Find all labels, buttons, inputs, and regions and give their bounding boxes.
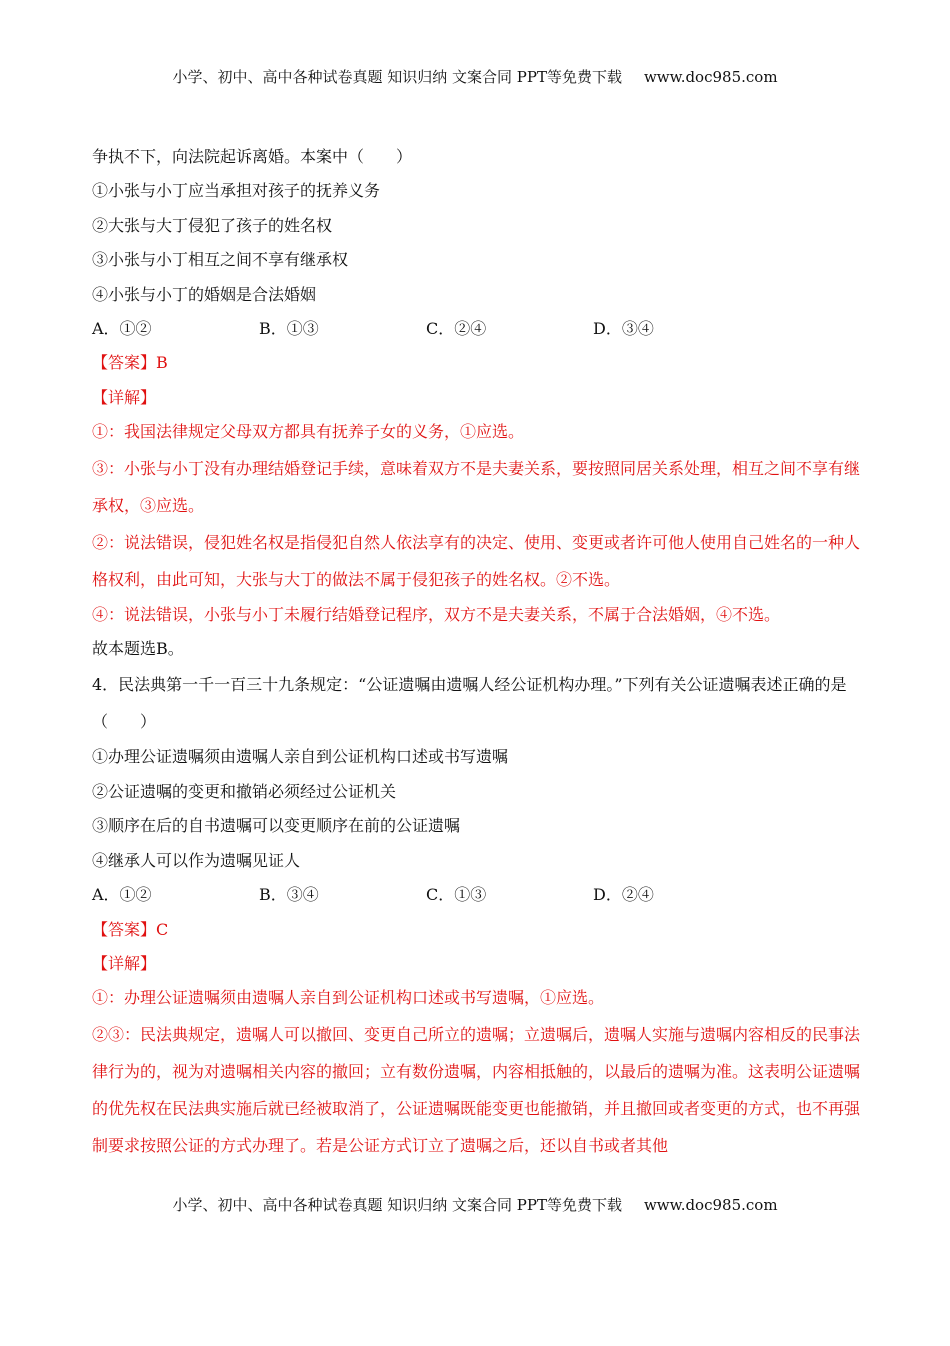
q3-item-4: ④小张与小丁的婚姻是合法婚姻 xyxy=(92,284,317,304)
q4-stem: 4．民法典第一千一百三十九条规定：“公证遗嘱由遗嘱人经公证机构办理。”下列有关公证遗嘱表述正确的是（ ） xyxy=(92,675,847,732)
q4-options xyxy=(92,878,862,912)
header-text: 小学、初中、高中各种试卷真题 知识归纳 文案合同 PPT等免费下载 xyxy=(172,68,622,86)
q3-item-1: ①小张与小丁应当承担对孩子的抚养义务 xyxy=(92,181,381,201)
q4-option-c: C．①③ xyxy=(426,885,487,905)
q3-option-a: A．①② xyxy=(92,319,152,339)
q4-item-2: ②公证遗嘱的变更和撤销必须经过公证机关 xyxy=(92,781,397,801)
footer-text: 小学、初中、高中各种试卷真题 知识归纳 文案合同 PPT等免费下载 xyxy=(172,1196,622,1214)
q3-detail-label: 【详解】 xyxy=(92,387,157,407)
q4-explanation-1: ①：办理公证遗嘱须由遗嘱人亲自到公证机构口述或书写遗嘱，①应选。 xyxy=(92,988,605,1008)
q3-option-c: C．②④ xyxy=(426,319,487,339)
q4-item-4: ④继承人可以作为遗嘱见证人 xyxy=(92,850,301,870)
q4-item-1: ①办理公证遗嘱须由遗嘱人亲自到公证机构口述或书写遗嘱 xyxy=(92,747,509,767)
q4-item-3: ③顺序在后的自书遗嘱可以变更顺序在前的公证遗嘱 xyxy=(92,816,461,836)
q3-explanation-4: ④：说法错误，小张与小丁未履行结婚登记程序，双方不是夫妻关系，不属于合法婚姻，④不选。 xyxy=(92,604,781,624)
header-url[interactable]: www.doc985.com xyxy=(643,68,778,86)
q3-item-3: ③小张与小丁相互之间不享有继承权 xyxy=(92,250,349,270)
q3-explanation-2: ③：小张与小丁没有办理结婚登记手续，意味着双方不是夫妻关系，要按照同居关系处理，相互之间不享有继承权，③应选。 xyxy=(92,458,861,515)
page-content xyxy=(92,140,862,1164)
q4-option-b: B．③④ xyxy=(259,885,319,905)
q3-options xyxy=(92,312,862,346)
q4-option-d: D．②④ xyxy=(593,885,654,905)
footer-url[interactable]: www.doc985.com xyxy=(643,1196,778,1214)
q3-explanation-3: ②：说法错误，侵犯姓名权是指侵犯自然人依法享有的决定、使用、变更或者许可他人使用自己姓名的一种人格权利，由此可知，大张与大丁的做法不属于侵犯孩子的姓名权。②不选。 xyxy=(92,532,861,589)
page-footer xyxy=(0,1194,950,1215)
q3-explanation-1: ①：我国法律规定父母双方都具有抚养子女的义务，①应选。 xyxy=(92,422,525,442)
q3-option-d: D．③④ xyxy=(593,319,654,339)
q4-answer: 【答案】C xyxy=(92,919,169,939)
q3-item-2: ②大张与大丁侵犯了孩子的姓名权 xyxy=(92,215,333,235)
q3-conclusion: 故本题选B。 xyxy=(92,639,184,659)
q3-answer: 【答案】B xyxy=(92,353,168,373)
page-header xyxy=(0,66,950,87)
q4-explanation-2: ②③：民法典规定，遗嘱人可以撤回、变更自己所立的遗嘱；立遗嘱后，遗嘱人实施与遗嘱内容相反的民事法律行为的，视为对遗嘱相关内容的撤回；立有数份遗嘱，内容相抵触的，以最后的遗嘱为准。这表明公证遗嘱的优先权在民法典实施后就已经被取消了，公证遗嘱既能变更也能撤销，并且撤回或者变更的方式，也不再强制要求按照公证的方式办理了。若是公证方式订立了遗嘱之后，还以自书或者其他 xyxy=(92,1024,861,1155)
q4-detail-label: 【详解】 xyxy=(92,953,157,973)
q3-stem-tail: 争执不下，向法院起诉离婚。本案中（ ） xyxy=(92,147,413,166)
q4-option-a: A．①② xyxy=(92,885,152,905)
q3-option-b: B．①③ xyxy=(259,319,319,339)
